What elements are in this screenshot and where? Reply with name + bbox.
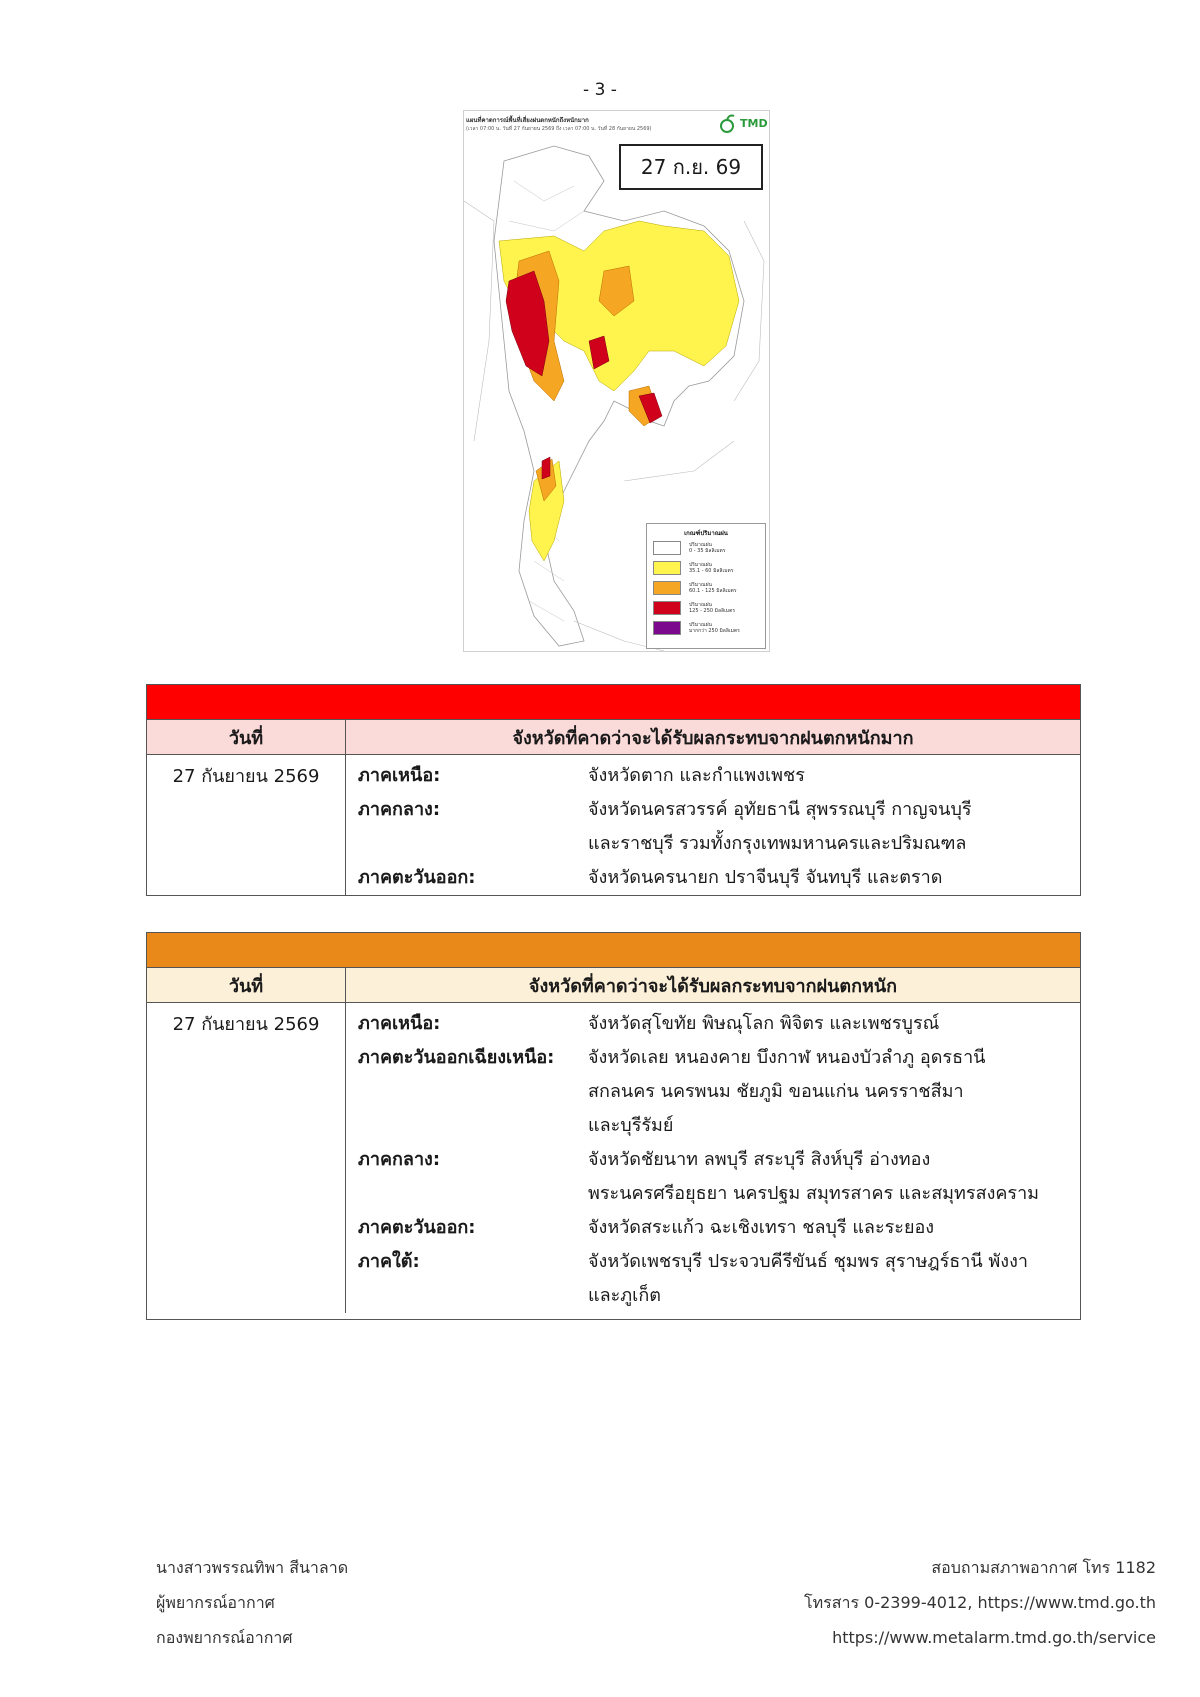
region-name: ภาคตะวันออกเฉียงเหนือ:	[358, 1047, 555, 1068]
legend-swatch	[653, 601, 681, 615]
region-provinces: จังหวัดสระแก้ว ฉะเชิงเทรา ชลบุรี และระยอง	[588, 1217, 935, 1238]
contact-service-link[interactable]: https://www.metalarm.tmd.go.th/service	[832, 1628, 1156, 1647]
forecast-date: 27 กันยายน 2569	[147, 1003, 346, 1313]
region-row	[346, 861, 1080, 895]
region-provinces: จังหวัดเลย หนองคาย บึงกาฬ หนองบัวลำภู อุดรธานี สกลนคร นครพนม ชัยภูมิ ขอนแก่น นครราชสีมา และบุรีรัมย์	[588, 1047, 986, 1136]
region-row	[346, 759, 1080, 793]
region-name: ภาคตะวันออก:	[358, 867, 476, 888]
legend-swatch	[653, 621, 681, 635]
region-provinces: จังหวัดชัยนาท ลพบุรี สระบุรี สิงห์บุรี อ่างทอง พระนครศรีอยุธยา นครปฐม สมุทรสาคร และสมุทรสงคราม	[588, 1149, 1040, 1204]
contact-phone: สอบถามสภาพอากาศ โทร 1182	[931, 1558, 1156, 1577]
region-row	[346, 1041, 1080, 1143]
region-list	[346, 1003, 1080, 1313]
legend-item: ปริมาณฝน 125 - 250 มิลลิเมตร	[647, 598, 765, 618]
map-title: แผนที่คาดการณ์พื้นที่เสี่ยงฝนตกหนักถึงหนักมาก	[466, 117, 589, 124]
tmd-logo: TMD	[740, 117, 768, 130]
region-provinces: จังหวัดนครสวรรค์ อุทัยธานี สุพรรณบุรี กาญจนบุรี และราชบุรี รวมทั้งกรุงเทพมหานครและปริมณฑล	[588, 799, 972, 854]
legend-swatch	[653, 561, 681, 575]
region-name: ภาคเหนือ:	[358, 1013, 441, 1034]
very-heavy-rain-table	[146, 684, 1081, 896]
region-name: ภาคเหนือ:	[358, 765, 441, 786]
header-provinces: จังหวัดที่คาดว่าจะได้รับผลกระทบจากฝนตกหนักมาก	[512, 727, 914, 749]
header-provinces: จังหวัดที่คาดว่าจะได้รับผลกระทบจากฝนตกหนัก	[528, 975, 898, 997]
severity-bar-orange	[147, 933, 1080, 967]
region-row	[346, 1245, 1080, 1313]
region-row	[346, 793, 1080, 861]
legend-item: ปริมาณฝน 60.1 - 125 มิลลิเมตร	[647, 578, 765, 598]
heavy-rain-table	[146, 932, 1081, 1320]
map-legend	[646, 523, 766, 649]
forecast-date: 27 กันยายน 2569	[147, 755, 346, 895]
table-header	[147, 967, 1080, 1003]
legend-swatch	[653, 541, 681, 555]
map-date-label: 27 ก.ย. 69	[619, 144, 763, 190]
legend-item: ปริมาณฝน มากกว่า 250 มิลลิเมตร	[647, 618, 765, 638]
footer-contact	[804, 1550, 1156, 1655]
region-name: ภาคกลาง:	[358, 799, 441, 820]
region-list	[346, 755, 1080, 895]
table-body	[147, 1003, 1080, 1313]
region-provinces: จังหวัดสุโขทัย พิษณุโลก พิจิตร และเพชรบูรณ์	[588, 1013, 940, 1034]
region-row	[346, 1211, 1080, 1245]
region-row	[346, 1007, 1080, 1041]
severity-bar-red	[147, 685, 1080, 719]
tmd-emblem-icon	[716, 113, 738, 135]
legend-item: ปริมาณฝน 35.1 - 60 มิลลิเมตร	[647, 558, 765, 578]
contact-fax-website[interactable]: โทรสาร 0-2399-4012, https://www.tmd.go.th	[804, 1593, 1156, 1612]
legend-title: เกณฑ์ปริมาณฝน	[684, 530, 728, 537]
table-body	[147, 755, 1080, 895]
region-provinces: จังหวัดนครนายก ปราจีนบุรี จันทบุรี และตราด	[588, 867, 943, 888]
rain-forecast-map	[463, 110, 770, 652]
region-name: ภาคกลาง:	[358, 1149, 441, 1170]
forecaster-title: ผู้พยากรณ์อากาศ	[156, 1593, 275, 1612]
legend-item: ปริมาณฝน 0 - 35 มิลลิเมตร	[647, 538, 765, 558]
map-subtitle: (เวลา 07:00 น. วันที่ 27 กันยายน 2569 ถึง เวลา 07:00 น. วันที่ 28 กันยายน 2569)	[466, 126, 652, 132]
header-date: วันที่	[147, 968, 346, 1002]
map-header	[464, 111, 769, 141]
region-provinces: จังหวัดตาก และกำแพงเพชร	[588, 765, 805, 786]
region-name: ภาคใต้:	[358, 1251, 420, 1272]
forecaster-division: กองพยากรณ์อากาศ	[156, 1628, 293, 1647]
header-date: วันที่	[147, 720, 346, 754]
table-header	[147, 719, 1080, 755]
page-number: - 3 -	[583, 80, 617, 100]
region-row	[346, 1143, 1080, 1211]
region-provinces: จังหวัดเพชรบุรี ประจวบคีรีขันธ์ ชุมพร สุราษฎร์ธานี พังงา และภูเก็ต	[588, 1251, 1028, 1306]
legend-swatch	[653, 581, 681, 595]
region-name: ภาคตะวันออก:	[358, 1217, 476, 1238]
forecaster-name: นางสาวพรรณทิพา สีนาลาด	[156, 1558, 349, 1577]
footer-forecaster	[156, 1550, 348, 1655]
